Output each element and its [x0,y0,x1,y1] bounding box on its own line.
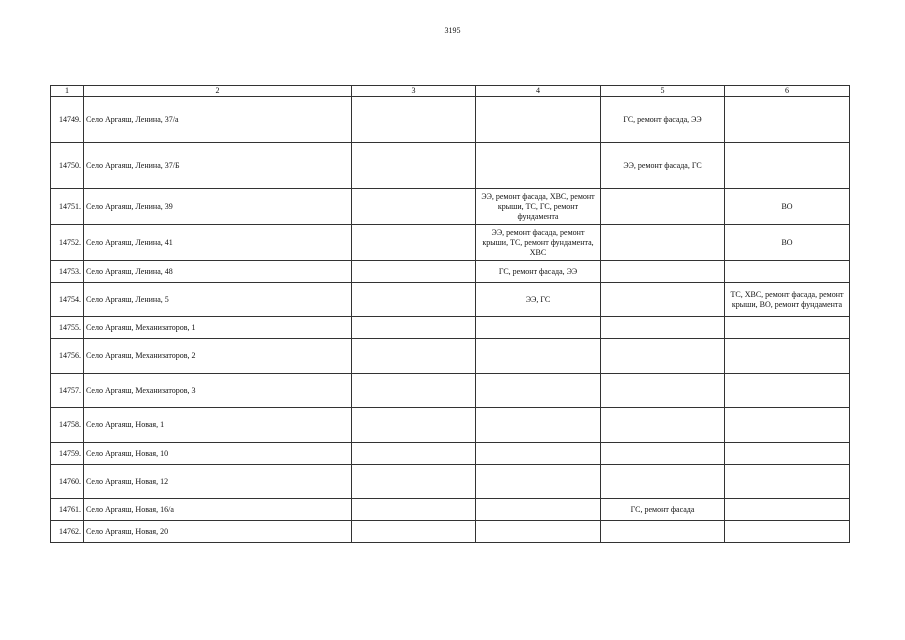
col4-cell: ЭЭ, ремонт фасада, ремонт крыши, ТС, ремонт фундамента, ХВС [476,225,601,261]
col6-cell [725,465,850,499]
col3-cell [352,143,476,189]
col5-cell: ГС, ремонт фасада, ЭЭ [601,97,725,143]
address-cell: Село Аргаяш, Новая, 20 [84,521,352,543]
col6-cell: ВО [725,225,850,261]
table-row [51,339,850,374]
column-header: 1 [51,86,84,97]
col5-cell [601,283,725,317]
row-number: 14753. [51,261,84,283]
row-number: 14755. [51,317,84,339]
col4-cell [476,143,601,189]
col5-cell [601,225,725,261]
address-cell: Село Аргаяш, Ленина, 39 [84,189,352,225]
row-number: 14759. [51,443,84,465]
col5-cell [601,521,725,543]
col3-cell [352,225,476,261]
address-cell: Село Аргаяш, Механизаторов, 3 [84,374,352,408]
col6-cell: ВО [725,189,850,225]
col3-cell [352,499,476,521]
row-number: 14751. [51,189,84,225]
col4-cell [476,521,601,543]
row-number: 14762. [51,521,84,543]
col5-cell [601,317,725,339]
table-row [51,261,850,283]
row-number: 14750. [51,143,84,189]
col3-cell [352,443,476,465]
col3-cell [352,521,476,543]
col6-cell [725,143,850,189]
col3-cell [352,339,476,374]
col5-cell [601,261,725,283]
table-row [51,189,850,225]
col3-cell [352,283,476,317]
address-cell: Село Аргаяш, Ленина, 5 [84,283,352,317]
col4-cell [476,374,601,408]
table-row [51,97,850,143]
address-cell: Село Аргаяш, Ленина, 41 [84,225,352,261]
column-header: 4 [476,86,601,97]
address-cell: Село Аргаяш, Ленина, 37/Б [84,143,352,189]
registry-table [50,85,850,543]
column-header: 3 [352,86,476,97]
col6-cell [725,317,850,339]
table-row [51,283,850,317]
address-cell: Село Аргаяш, Новая, 16/а [84,499,352,521]
col3-cell [352,408,476,443]
col4-cell: ЭЭ, ГС [476,283,601,317]
col4-cell: ГС, ремонт фасада, ЭЭ [476,261,601,283]
row-number: 14754. [51,283,84,317]
col6-cell [725,408,850,443]
address-cell: Село Аргаяш, Новая, 1 [84,408,352,443]
table-row [51,374,850,408]
col4-cell [476,443,601,465]
row-number: 14756. [51,339,84,374]
col4-cell [476,317,601,339]
table-row [51,443,850,465]
table-row [51,465,850,499]
row-number: 14757. [51,374,84,408]
col3-cell [352,261,476,283]
col6-cell [725,339,850,374]
col4-cell [476,97,601,143]
col4-cell: ЭЭ, ремонт фасада, ХВС, ремонт крыши, ТС, ГС, ремонт фундамента [476,189,601,225]
col3-cell [352,317,476,339]
col6-cell [725,261,850,283]
col3-cell [352,374,476,408]
column-header: 5 [601,86,725,97]
col3-cell [352,465,476,499]
col6-cell [725,97,850,143]
col3-cell [352,189,476,225]
col5-cell [601,339,725,374]
col6-cell [725,374,850,408]
row-number: 14760. [51,465,84,499]
col6-cell [725,499,850,521]
col5-cell [601,408,725,443]
table-row [51,499,850,521]
col5-cell [601,443,725,465]
table-row [51,143,850,189]
table-row [51,521,850,543]
column-header: 2 [84,86,352,97]
address-cell: Село Аргаяш, Новая, 12 [84,465,352,499]
col5-cell: ГС, ремонт фасада [601,499,725,521]
col4-cell [476,465,601,499]
row-number: 14758. [51,408,84,443]
col5-cell [601,465,725,499]
column-header: 6 [725,86,850,97]
row-number: 14752. [51,225,84,261]
col3-cell [352,97,476,143]
address-cell: Село Аргаяш, Новая, 10 [84,443,352,465]
col4-cell [476,499,601,521]
table-row [51,225,850,261]
address-cell: Село Аргаяш, Механизаторов, 2 [84,339,352,374]
col5-cell [601,189,725,225]
col4-cell [476,339,601,374]
address-cell: Село Аргаяш, Механизаторов, 1 [84,317,352,339]
table-row [51,408,850,443]
col6-cell [725,443,850,465]
col6-cell: ТС, ХВС, ремонт фасада, ремонт крыши, ВО, ремонт фундамента [725,283,850,317]
address-cell: Село Аргаяш, Ленина, 48 [84,261,352,283]
table-header-row [51,86,850,97]
table-row [51,317,850,339]
col5-cell [601,374,725,408]
page-number: 3195 [444,26,461,35]
col5-cell: ЭЭ, ремонт фасада, ГС [601,143,725,189]
row-number: 14761. [51,499,84,521]
address-cell: Село Аргаяш, Ленина, 37/а [84,97,352,143]
col6-cell [725,521,850,543]
col4-cell [476,408,601,443]
row-number: 14749. [51,97,84,143]
